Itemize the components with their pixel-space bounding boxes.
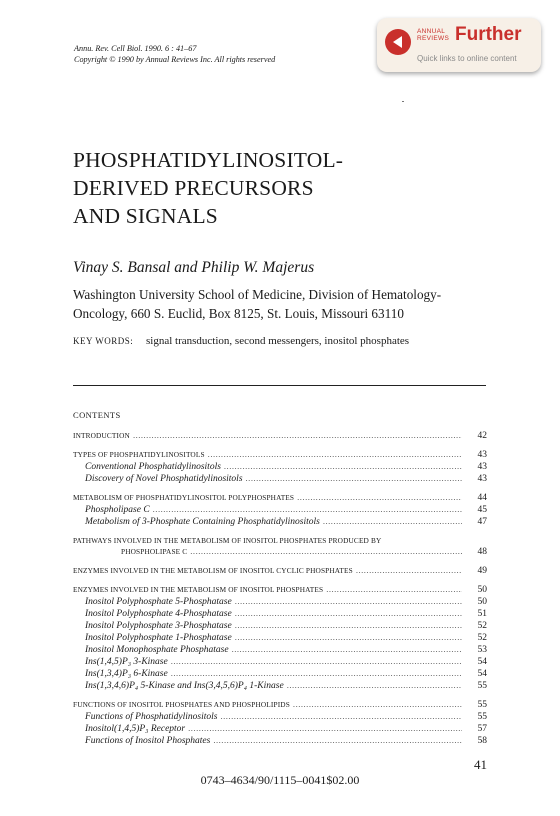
toc-subentry[interactable] xyxy=(73,461,487,473)
leader-dots xyxy=(153,504,462,515)
toc-page: 43 xyxy=(477,462,487,472)
journal-citation: Annu. Rev. Cell Biol. 1990. 6 : 41–67 xyxy=(74,44,197,53)
leader-dots xyxy=(171,668,462,679)
toc-label: PHOSPHOLIPASE C xyxy=(121,547,188,556)
toc-page: 44 xyxy=(477,493,487,503)
toc-subentry[interactable] xyxy=(73,680,487,692)
title-line: AND SIGNALS xyxy=(73,204,218,228)
toc-page: 54 xyxy=(477,669,487,679)
badge-further-label: Further xyxy=(455,24,522,45)
toc-subentry[interactable] xyxy=(73,504,487,516)
keywords-text: signal transduction, second messengers, inositol phosphates xyxy=(146,335,410,347)
toc-label: Inositol Polyphosphate 3-Phosphatase xyxy=(85,621,232,631)
page-number: 41 xyxy=(474,757,487,772)
leader-dots xyxy=(297,492,462,503)
toc-page: 52 xyxy=(477,633,487,643)
toc-subentry[interactable] xyxy=(73,644,487,656)
keywords xyxy=(73,335,409,347)
article-title xyxy=(73,146,343,230)
toc-subentry[interactable] xyxy=(73,668,487,680)
badge-annual-label: ANNUAL xyxy=(417,28,446,35)
toc-page: 43 xyxy=(477,450,487,460)
toc-label: ENZYMES INVOLVED IN THE METABOLISM OF INOSITOL PHOSPHATES xyxy=(73,585,324,594)
affiliation: Washington University School of Medicine, Division of Hematology-Oncology, 660 S. Euclid, Box 8125, St. Louis, Missouri 63110 xyxy=(73,287,442,321)
leader-dots xyxy=(235,596,462,607)
toc-page: 54 xyxy=(477,657,487,667)
toc-label: Phospholipase C xyxy=(85,505,150,515)
leader-dots xyxy=(213,735,462,746)
divider-rule xyxy=(73,385,486,386)
toc-entry-introduction[interactable] xyxy=(73,430,487,442)
toc-page: 53 xyxy=(477,645,487,655)
leader-dots xyxy=(224,461,462,472)
toc-subentry[interactable] xyxy=(73,711,487,723)
toc-page: 45 xyxy=(477,505,487,515)
further-online-badge[interactable] xyxy=(377,18,541,72)
scan-speck xyxy=(402,101,404,102)
leader-dots xyxy=(323,516,462,527)
toc-page: 58 xyxy=(477,736,487,746)
toc-label: Inositol Polyphosphate 5-Phosphatase xyxy=(85,597,232,607)
leader-dots xyxy=(232,644,462,655)
toc-line xyxy=(73,546,487,558)
toc-page: 48 xyxy=(477,547,487,557)
leader-dots xyxy=(235,632,462,643)
toc-entry-metabolism-polyphosphates[interactable] xyxy=(73,492,487,504)
issn-footer: 0743–4634/90/1115–0041$02.00 xyxy=(200,773,360,787)
toc-label: INTRODUCTION xyxy=(73,431,130,440)
toc-page: 50 xyxy=(477,597,487,607)
leader-dots xyxy=(188,723,462,734)
toc-page: 43 xyxy=(477,474,487,484)
toc-page: 55 xyxy=(477,700,487,710)
leader-dots xyxy=(171,656,462,667)
leader-dots xyxy=(190,546,462,557)
toc-label: Functions of Inositol Phosphates xyxy=(85,736,211,746)
toc-subentry[interactable] xyxy=(73,516,487,528)
toc-page: 52 xyxy=(477,621,487,631)
leader-dots xyxy=(133,430,462,441)
toc-entry-types[interactable] xyxy=(73,449,487,461)
toc-label: Conventional Phosphatidylinositols xyxy=(85,462,221,472)
leader-dots xyxy=(287,680,462,691)
badge-annual-reviews xyxy=(417,28,449,42)
title-line: PHOSPHATIDYLINOSITOL- xyxy=(73,148,344,172)
authors: Vinay S. Bansal and Philip W. Majerus xyxy=(73,259,315,276)
toc-label: Inositol Polyphosphate 4-Phosphatase xyxy=(85,609,232,619)
citation-header xyxy=(74,43,275,65)
toc-label: TYPES OF PHOSPHATIDYLINOSITOLS xyxy=(73,450,205,459)
toc-page: 42 xyxy=(477,431,487,441)
toc-page: 47 xyxy=(477,517,487,527)
toc-label: PATHWAYS INVOLVED IN THE METABOLISM OF INOSITOL PHOSPHATES PRODUCED BY xyxy=(73,536,382,545)
toc-label: Ins(1,4,5)P₃ 3-Kinase xyxy=(85,657,168,667)
copyright-line: Copyright © 1990 by Annual Reviews Inc. All rights reserved xyxy=(74,55,276,64)
toc-subentry[interactable] xyxy=(73,656,487,668)
toc-label: Ins(1,3,4)P₃ 6-Kinase xyxy=(85,669,168,679)
toc-line xyxy=(73,535,487,546)
leader-dots xyxy=(293,699,462,710)
annual-reviews-logo-icon xyxy=(385,29,411,55)
toc-subentry[interactable] xyxy=(73,735,487,747)
toc-label: ENZYMES INVOLVED IN THE METABOLISM OF INOSITOL CYCLIC PHOSPHATES xyxy=(73,566,353,575)
leader-dots xyxy=(220,711,462,722)
toc-label: Functions of Phosphatidylinositols xyxy=(85,712,218,722)
title-line: DERIVED PRECURSORS xyxy=(73,176,314,200)
toc-label: Discovery of Novel Phosphatidylinositols xyxy=(85,474,243,484)
leader-dots xyxy=(235,620,462,631)
toc-subentry[interactable] xyxy=(73,608,487,620)
toc-subentry[interactable] xyxy=(73,596,487,608)
toc-page: 55 xyxy=(477,712,487,722)
toc-entry-cyclic-phosphates[interactable] xyxy=(73,565,487,577)
toc-entry-enzymes[interactable] xyxy=(73,584,487,596)
keywords-label: KEY WORDS: xyxy=(73,336,134,346)
leader-dots xyxy=(208,449,462,460)
leader-dots xyxy=(326,584,462,595)
toc-entry-pathways[interactable] xyxy=(73,535,487,558)
toc-label: Ins(1,3,4,6)P₄ 5-Kinase and Ins(3,4,5,6)P₄ 1-Kinase xyxy=(85,681,284,691)
badge-subtitle: Quick links to online content xyxy=(417,54,517,63)
leader-dots xyxy=(356,565,462,576)
toc-label: FUNCTIONS OF INOSITOL PHOSPHATES AND PHOSPHOLIPIDS xyxy=(73,700,290,709)
toc-page: 57 xyxy=(477,724,487,734)
leader-dots xyxy=(235,608,462,619)
toc-subentry[interactable] xyxy=(73,473,487,485)
toc-label: Inositol(1,4,5)P₃ Receptor xyxy=(85,724,186,734)
toc-subentry[interactable] xyxy=(73,632,487,644)
toc-subentry[interactable] xyxy=(73,723,487,735)
toc-subentry[interactable] xyxy=(73,620,487,632)
toc-label: Metabolism of 3-Phosphate Containing Phosphatidylinositols xyxy=(85,517,320,527)
toc-label: Inositol Monophosphate Phosphatase xyxy=(85,645,229,655)
toc-page: 50 xyxy=(477,585,487,595)
table-of-contents xyxy=(73,430,487,747)
toc-page: 55 xyxy=(477,681,487,691)
toc-page: 51 xyxy=(477,609,487,619)
toc-label: Inositol Polyphosphate 1-Phosphatase xyxy=(85,633,232,643)
toc-entry-functions[interactable] xyxy=(73,699,487,711)
contents-heading: CONTENTS xyxy=(73,410,121,420)
toc-page: 49 xyxy=(477,566,487,576)
leader-dots xyxy=(246,473,462,484)
badge-reviews-label: REVIEWS xyxy=(417,35,450,42)
toc-label: METABOLISM OF PHOSPHATIDYLINOSITOL POLYPHOSPHATES xyxy=(73,493,295,502)
